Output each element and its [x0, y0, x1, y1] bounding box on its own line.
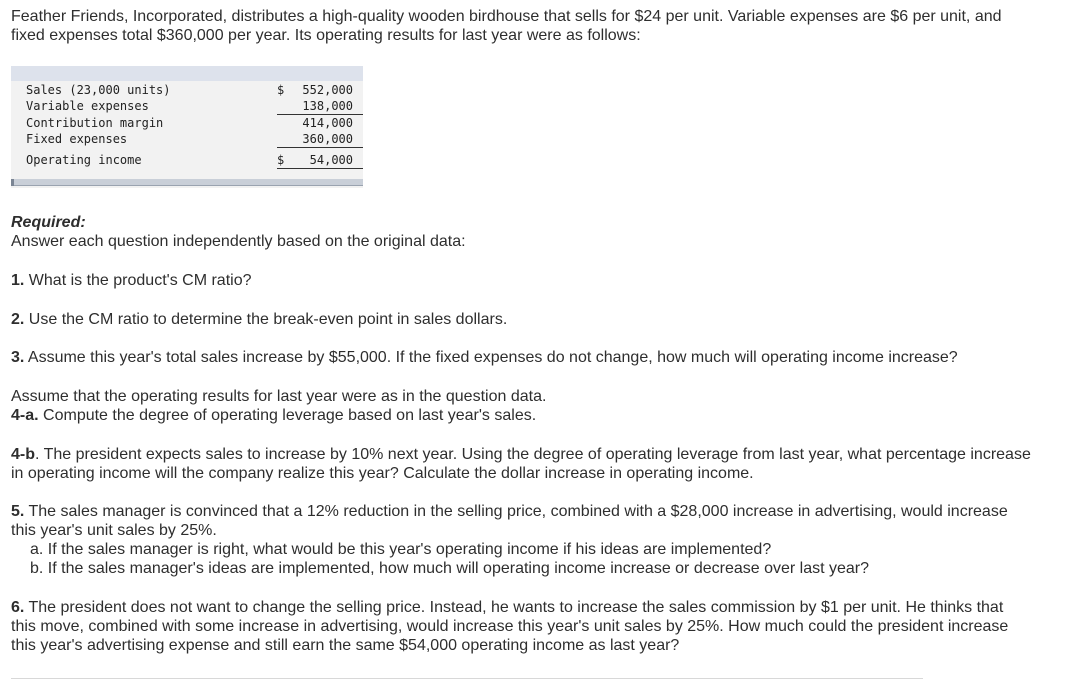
row-label: Variable expenses	[26, 99, 149, 113]
question-text: . The president expects sales to increase by 10% next year. Using the degree of operating leverage from last year, what percentage increase in operating income will the company realize this year? Calculate the dollar increase in operating income.	[11, 446, 1031, 482]
question-number: 4-a.	[11, 407, 39, 424]
row-amount: 552,000	[302, 83, 353, 97]
table-row-variable-expenses	[11, 98, 363, 114]
question-4b	[11, 445, 1031, 483]
row-amount: 54,000	[309, 153, 353, 167]
question-number: 1.	[11, 272, 25, 289]
question-5a: a. If the sales manager is right, what would be this year's operating income if his ideas are implemented?	[30, 541, 772, 558]
table-row-operating-income	[11, 152, 363, 168]
question-number: 4-b	[11, 446, 35, 463]
question-text: What is the product's CM ratio?	[28, 272, 252, 289]
row-label: Sales (23,000 units)	[26, 83, 171, 97]
required-instruction: Answer each question independently based on the original data:	[11, 233, 466, 250]
row-amount: 138,000	[302, 99, 353, 113]
question-text: The sales manager is convinced that a 12% reduction in the selling price, combined with a $28,000 increase in advertising, would increase this year's unit sales by 25%.	[11, 503, 1008, 539]
subtotal-underline	[277, 147, 363, 148]
row-label: Fixed expenses	[26, 132, 128, 146]
required-section	[11, 213, 1031, 251]
row-label: Operating income	[26, 153, 142, 167]
income-statement-table	[11, 66, 363, 188]
question-number: 5.	[11, 503, 25, 520]
row-amount: 414,000	[302, 116, 353, 130]
question-text: Use the CM ratio to determine the break-even point in sales dollars.	[28, 311, 508, 328]
question-5b: b. If the sales manager's ideas are implemented, how much will operating income increase or decrease over last year?	[30, 560, 870, 577]
question-4-intro: Assume that the operating results for last year were as in the question data.	[11, 388, 547, 405]
table-row-sales	[11, 82, 363, 98]
table-row-contribution-margin	[11, 115, 363, 131]
required-heading: Required:	[11, 214, 86, 231]
question-4a	[11, 387, 1031, 425]
question-number: 6.	[11, 599, 25, 616]
question-3	[11, 348, 1031, 367]
row-amount: 360,000	[302, 132, 353, 146]
question-6	[11, 598, 1031, 655]
currency-symbol: $	[277, 83, 285, 97]
question-2	[11, 310, 1031, 329]
question-text: Compute the degree of operating leverage based on last year's sales.	[43, 407, 537, 424]
bottom-divider	[11, 678, 923, 679]
question-text: The president does not want to change the selling price. Instead, he wants to increase the sales commission by $1 per unit. He thinks that this move, combined with some increase in advertising, would increase this year's unit sales by 25%. How much could the president increase this year's advertising expense and still earn the same $54,000 operating income as last year?	[11, 599, 1009, 654]
table-footer-bar	[11, 179, 363, 186]
table-header-bar	[11, 66, 363, 81]
question-number: 2.	[11, 311, 25, 328]
question-5	[11, 502, 1031, 578]
question-number: 3.	[11, 349, 25, 366]
total-double-underline	[277, 168, 363, 169]
question-1	[11, 271, 1031, 290]
currency-symbol: $	[277, 153, 285, 167]
table-row-fixed-expenses	[11, 131, 363, 147]
row-label: Contribution margin	[26, 116, 164, 130]
question-text: Assume this year's total sales increase by $55,000. If the fixed expenses do not change, how much will operating income increase?	[27, 349, 958, 366]
intro-paragraph: Feather Friends, Incorporated, distributes a high-quality wooden birdhouse that sells for $24 per unit. Variable expenses are $6 per unit, and fixed expenses total $360,000 per year. Its operating results for last year were as follows:	[11, 8, 1002, 44]
